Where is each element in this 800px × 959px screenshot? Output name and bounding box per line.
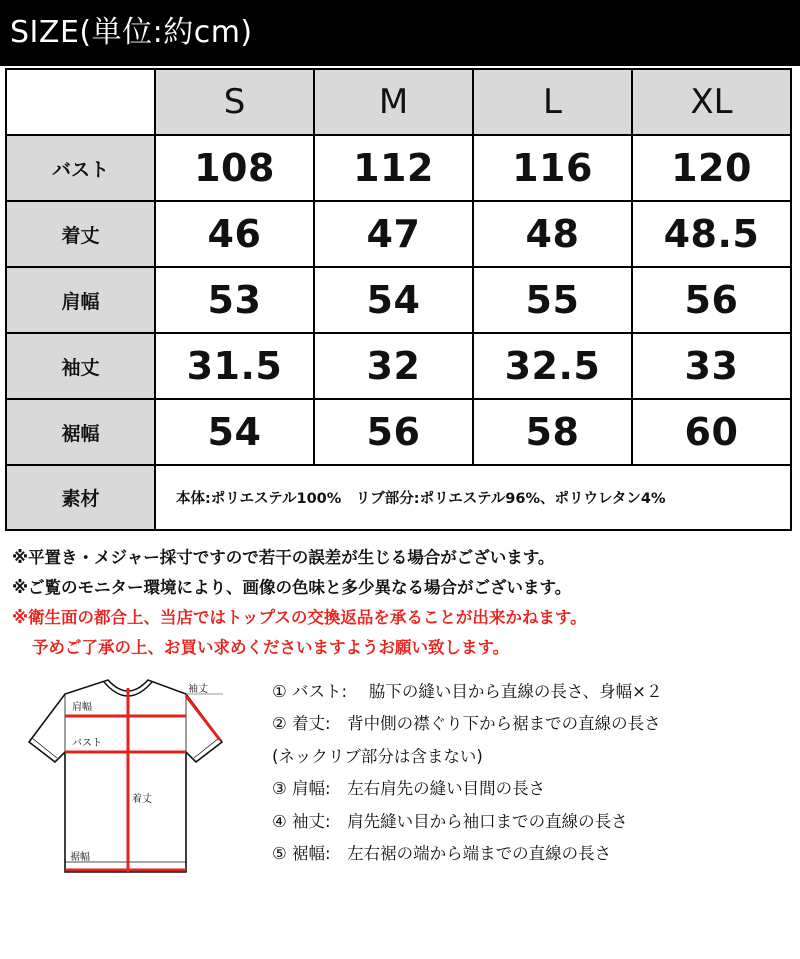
hem-label: 裾幅 <box>70 852 90 863</box>
column-header-s: S <box>155 69 314 135</box>
table-cell: 58 <box>473 399 632 465</box>
table-cell: 31.5 <box>155 333 314 399</box>
legend-item-length: ② 着丈: 背中側の襟ぐり下から裾までの直線の長さ <box>272 714 661 734</box>
column-header-xl: XL <box>632 69 791 135</box>
material-value: 本体:ポリエステル100% リブ部分:ポリエステル96%、ポリウレタン4% <box>155 465 791 530</box>
table-cell: 56 <box>632 267 791 333</box>
tshirt-measurement-diagram <box>8 670 248 900</box>
table-cell: 53 <box>155 267 314 333</box>
row-label-sleeve: 袖丈 <box>6 333 155 399</box>
table-cell: 54 <box>314 267 473 333</box>
table-cell: 48.5 <box>632 201 791 267</box>
table-cell: 60 <box>632 399 791 465</box>
note-return-policy: ※衛生面の都合上、当店ではトップスの交換返品を承ることが出来かねます。 <box>12 608 587 627</box>
table-row <box>6 267 791 333</box>
tshirt-outline <box>29 680 222 872</box>
table-cell: 48 <box>473 201 632 267</box>
table-header-row <box>6 69 791 135</box>
legend-item-bust: ① バスト: 脇下の縫い目から直線の長さ、身幅×２ <box>272 682 663 701</box>
row-label-bust: バスト <box>6 135 155 201</box>
length-label: 着丈 <box>132 794 152 805</box>
table-row <box>6 135 791 201</box>
note-measurement: ※平置き・メジャー採寸ですので若干の誤差が生じる場合がございます。 <box>12 548 555 567</box>
table-cell: 120 <box>632 135 791 201</box>
size-table <box>5 68 792 531</box>
table-cell: 32.5 <box>473 333 632 399</box>
sleeve-label: 袖丈 <box>188 684 208 695</box>
row-label-length: 着丈 <box>6 201 155 267</box>
table-cell: 56 <box>314 399 473 465</box>
note-return-policy-cont: 予めご了承の上、お買い求めくださいますようお願い致します。 <box>32 638 510 657</box>
table-cell: 54 <box>155 399 314 465</box>
row-label-shoulder: 肩幅 <box>6 267 155 333</box>
table-cell: 32 <box>314 333 473 399</box>
shoulder-label: 肩幅 <box>72 702 92 713</box>
table-cell: 46 <box>155 201 314 267</box>
legend-item-length-note: (ネックリブ部分は含まない) <box>272 746 483 766</box>
table-row-material <box>6 465 791 530</box>
measurement-legend <box>272 676 663 870</box>
table-row <box>6 399 791 465</box>
note-monitor: ※ご覧のモニター環境により、画像の色味と多少異なる場合がございます。 <box>12 578 572 597</box>
table-cell: 116 <box>473 135 632 201</box>
row-label-material: 素材 <box>6 465 155 530</box>
table-row <box>6 333 791 399</box>
table-cell: 112 <box>314 135 473 201</box>
table-row <box>6 201 791 267</box>
table-cell: 55 <box>473 267 632 333</box>
table-cell: 108 <box>155 135 314 201</box>
legend-item-hem: ⑤ 裾幅: 左右裾の端から端までの直線の長さ <box>272 844 612 864</box>
legend-item-shoulder: ③ 肩幅: 左右肩先の縫い目間の長さ <box>272 779 546 799</box>
page-title: SIZE(単位:約cm) <box>0 0 800 66</box>
table-cell: 33 <box>632 333 791 399</box>
column-header-l: L <box>473 69 632 135</box>
table-corner-cell <box>6 69 155 135</box>
column-header-m: M <box>314 69 473 135</box>
bust-label: バスト <box>72 738 102 749</box>
legend-item-sleeve: ④ 袖丈: 肩先縫い目から袖口までの直線の長さ <box>272 811 628 831</box>
row-label-hem: 裾幅 <box>6 399 155 465</box>
table-cell: 47 <box>314 201 473 267</box>
notes-block <box>12 543 587 663</box>
